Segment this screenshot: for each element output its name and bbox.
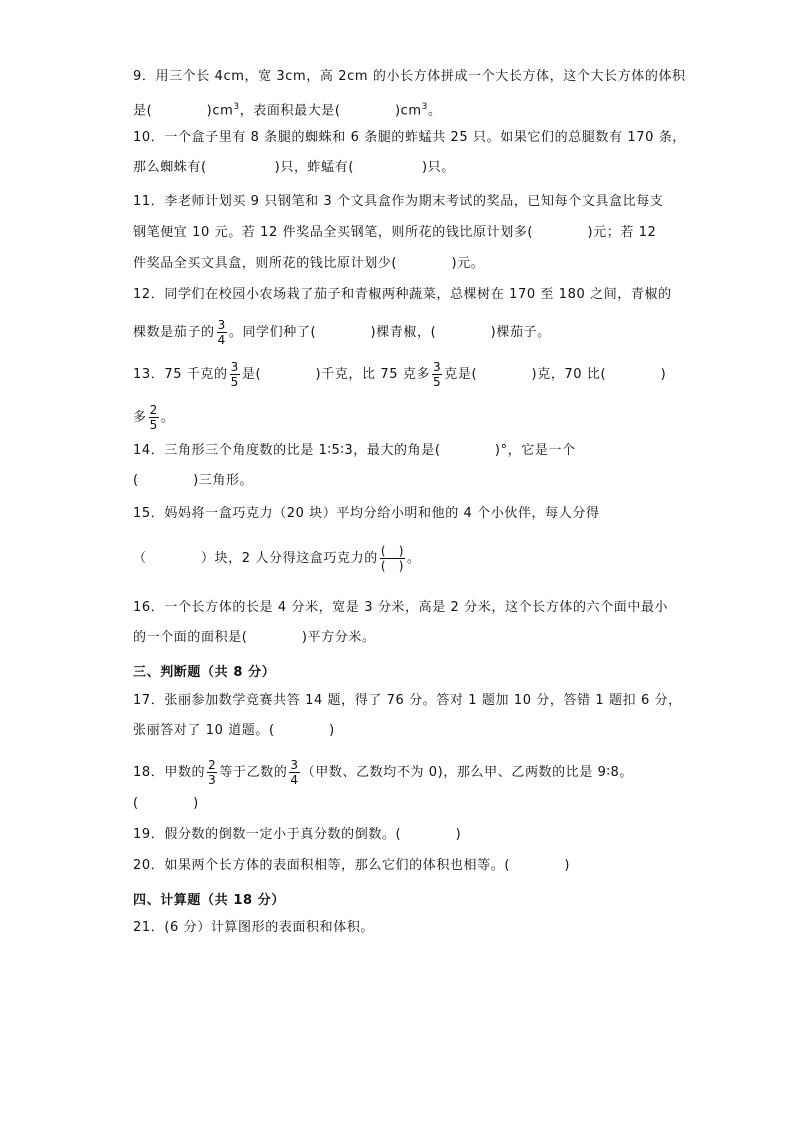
q11-line2: 钢笔便宜 10 元。若 12 件奖品全买钢笔，则所花的钱比原计划多( )元；若 12 <box>133 225 657 240</box>
q12-fraction <box>217 318 227 347</box>
q13-fraction-2-den: 5 <box>433 375 442 389</box>
q16-line1: 16．一个长方体的长是 4 分米，宽是 3 分米，高是 2 分米，这个长方体的六个面中最小 <box>133 600 669 615</box>
q18-text-b: 等于乙数的 <box>219 765 288 780</box>
q15-line1: 15．妈妈将一盒巧克力（20 块）平均分给小明和他的 4 个小伙伴，每人分得 <box>133 506 600 521</box>
q18-fraction-1 <box>207 758 217 787</box>
q10-line2: 那么蜘蛛有( )只，蚱蜢有( )只。 <box>133 160 455 175</box>
q18-fraction-2-num: 3 <box>290 758 299 772</box>
q13-fraction-2-num: 3 <box>433 360 442 374</box>
q12-line1: 12．同学们在校园小农场栽了茄子和青椒两种蔬菜，总棵树在 170 至 180 之间，青椒的 <box>133 287 672 302</box>
q18-fraction-2 <box>289 758 299 787</box>
q13-fraction-1-num: 3 <box>230 360 239 374</box>
q14-line1: 14．三角形三个角度数的比是 1∶5∶3，最大的角是( )°，它是一个 <box>133 443 576 458</box>
q15-text-b: 。 <box>406 551 421 566</box>
q21-line: 21．(6 分）计算图形的表面积和体积。 <box>133 920 375 935</box>
q13-fraction-3-den: 5 <box>149 418 158 432</box>
q18-text-c: （甲数、乙数均不为 0)，那么甲、乙两数的比是 9∶8。 <box>301 765 634 780</box>
q13-fraction-3 <box>149 403 159 432</box>
q13-fraction-1 <box>230 360 240 389</box>
q9-text-b: ，表面积最大是( )cm <box>239 103 422 119</box>
q9-sup2: 3 <box>421 102 428 112</box>
q16-line2: 的一个面的面积是( )平方分米。 <box>133 630 376 645</box>
q13-text-b: 是( )千克，比 75 克多 <box>241 367 431 382</box>
q12-text-a: 棵数是茄子的 <box>133 325 215 340</box>
q14-line2: ( )三角形。 <box>133 473 254 488</box>
q13-text-a: 13．75 千克的 <box>133 367 228 382</box>
q18-line2: ( ) <box>133 796 199 811</box>
q12-text-b: 。同学们种了( )棵青椒，( )棵茄子。 <box>228 325 551 340</box>
section-heading-calculation: 四、计算题（共 18 分） <box>133 893 285 908</box>
q15-fraction-den: ( ) <box>380 559 404 573</box>
q12-fraction-num: 3 <box>217 318 226 332</box>
q13-text-c: 克是( )克，70 比( ) <box>444 367 667 382</box>
q17-line1: 17．张丽参加数学竞赛共答 14 题，得了 76 分。答对 1 题加 10 分，答错 1 题扣 6 分， <box>133 693 682 708</box>
q13-fraction-2 <box>432 360 442 389</box>
q19-line: 19．假分数的倒数一定小于真分数的倒数。( ) <box>133 827 462 842</box>
q9-text-a: 是( )cm <box>133 103 234 119</box>
q9-line1: 9．用三个长 4cm，宽 3cm，高 2cm 的小长方体拼成一个大长方体，这个大长方体的体积 <box>133 69 686 84</box>
q9-line2 <box>133 99 442 119</box>
q13-fraction-1-den: 5 <box>230 375 239 389</box>
q13-line1 <box>133 360 666 389</box>
q15-fraction-num: ( ) <box>380 544 404 558</box>
q15-text-a: （ ）块，2 人分得这盒巧克力的 <box>133 551 378 566</box>
q13-text-d: 多 <box>133 410 147 425</box>
q18-fraction-1-num: 2 <box>208 758 217 772</box>
q18-fraction-1-den: 3 <box>208 773 217 787</box>
q10-line1: 10．一个盒子里有 8 条腿的蜘蛛和 6 条腿的蚱蜢共 25 只。如果它们的总腿数有 170 条， <box>133 130 686 145</box>
q9-text-c: 。 <box>427 103 442 119</box>
q11-line3: 件奖品全买文具盒，则所花的钱比原计划少( )元。 <box>133 256 485 271</box>
q13-fraction-3-num: 2 <box>149 403 158 417</box>
q18-fraction-2-den: 4 <box>290 773 299 787</box>
q12-line2 <box>133 318 551 347</box>
q17-line2: 张丽答对了 10 道题。( ) <box>133 723 335 738</box>
q18-text-a: 18．甲数的 <box>133 765 206 780</box>
q9-sup: 3 <box>233 102 240 112</box>
q15-line2 <box>133 544 421 573</box>
q12-fraction-den: 4 <box>217 333 226 347</box>
q15-fraction-blank <box>380 544 405 573</box>
q11-line1: 11．李老师计划买 9 只钢笔和 3 个文具盒作为期末考试的奖品，已知每个文具盒比每支 <box>133 194 664 209</box>
q20-line: 20．如果两个长方体的表面积相等，那么它们的体积也相等。( ) <box>133 858 571 873</box>
q13-line2 <box>133 403 174 432</box>
q13-text-e: 。 <box>160 410 175 425</box>
section-heading-judgment: 三、判断题（共 8 分） <box>133 665 276 680</box>
q18-line1 <box>133 758 633 787</box>
